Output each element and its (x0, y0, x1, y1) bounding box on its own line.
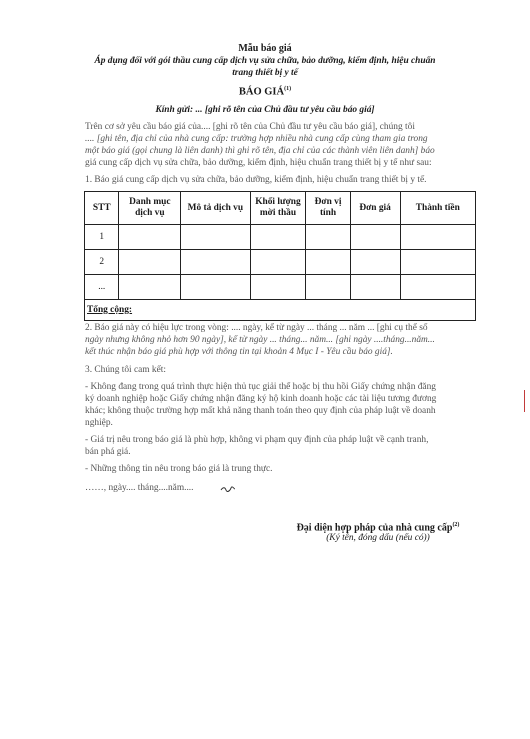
commit-1-line-3: khác; không thuộc trường hợp mất khả năng thanh toán theo quy định của pháp luật về doanh (85, 406, 436, 416)
apply-line-1: Áp dụng đối với gói thầu cung cấp dịch vụ sửa chữa, bảo dưỡng, kiểm định, hiệu chuẩn (94, 56, 436, 66)
quote-table (84, 191, 476, 321)
section-2-line-3: kết thúc nhận báo giá phù hợp với thông tin tại khoản 4 Mục I - Yêu cầu báo giá]. (85, 347, 393, 357)
table-cell (119, 250, 181, 275)
table-cell (306, 250, 350, 275)
section-2-line-2: ngày nhưng không nhỏ hơn 90 ngày], kể từ ngày ... tháng... năm... [ghi ngày ....tháng...năm... (85, 335, 435, 345)
table-cell (306, 225, 350, 250)
intro-line-4: giá cung cấp dịch vụ sửa chữa, bảo dưỡng, kiểm định, hiệu chuẩn trang thiết bị y tế như sau: (85, 158, 432, 168)
table-cell (181, 225, 250, 250)
row-number: 2 (85, 250, 119, 275)
commit-1-line-4: nghiệp. (85, 418, 113, 428)
signature-footnote: (2) (452, 522, 460, 528)
commit-3: - Những thông tin nêu trong báo giá là trung thực. (85, 464, 273, 474)
table-cell (400, 225, 475, 250)
col-service-description: Mô tả dịch vụ (181, 192, 250, 225)
doc-title (0, 83, 530, 99)
apply-line-2: trang thiết bị y tế (232, 68, 298, 78)
table-cell (306, 275, 350, 300)
table-cell (400, 250, 475, 275)
col-service-category: Danh mục dịch vụ (119, 192, 181, 225)
commit-1-line-2: ký doanh nghiệp hoặc Giấy chứng nhận đăng ký hộ kinh doanh hoặc các tài liệu tương đương (85, 394, 437, 404)
table-cell (350, 225, 400, 250)
col-quantity: Khối lượng mời thầu (250, 192, 306, 225)
col-amount: Thành tiền (400, 192, 475, 225)
table-cell (181, 275, 250, 300)
intro-line-1: Trên cơ sở yêu cầu báo giá của.... [ghi rõ tên của Chủ đầu tư yêu cầu báo giá], chúng tôi (85, 122, 415, 132)
row-number: ... (85, 275, 119, 300)
section-2-line-1: 2. Báo giá này có hiệu lực trong vòng: .... ngày, kể từ ngày ... tháng ... năm ... [ghi cụ thể số (85, 323, 428, 333)
table-total-row (85, 300, 476, 321)
col-unit: Đơn vị tính (306, 192, 350, 225)
intro-line-3: một báo giá (gọi chung là liên danh) thì ghi rõ tên, địa chỉ của các thành viên liên danh] báo (85, 146, 435, 156)
intro-line-2: .... [ghi tên, địa chỉ của nhà cung cấp: trường hợp nhiều nhà cung cấp cùng tham gia trong (85, 134, 428, 144)
table-cell (400, 275, 475, 300)
commit-2-line-2: bán phá giá. (85, 447, 131, 457)
doc-title-footnote: (1) (284, 86, 292, 92)
table-cell (119, 275, 181, 300)
table-cell (250, 250, 306, 275)
stamp-mark-icon (514, 390, 525, 412)
table-row (85, 275, 476, 300)
section-3-title: 3. Chúng tôi cam kết: (85, 365, 166, 375)
date-line: ……, ngày.... tháng....năm.... (85, 483, 194, 493)
section-1: 1. Báo giá cung cấp dịch vụ sửa chữa, bảo dưỡng, kiểm định, hiệu chuẩn trang thiết bị y tế. (85, 175, 427, 185)
commit-2-line-1: - Giá trị nêu trong báo giá là phù hợp, không vi phạm quy định của pháp luật về cạnh tranh, (85, 435, 429, 445)
doc-title-text: BÁO GIÁ (238, 86, 285, 98)
table-row (85, 225, 476, 250)
greeting: Kính gửi: ... [ghi rõ tên của Chủ đầu tư yêu cầu báo giá] (155, 105, 375, 115)
handwritten-mark (220, 486, 236, 492)
table-cell (181, 250, 250, 275)
table-cell (350, 275, 400, 300)
form-title: Mẫu báo giá (238, 43, 292, 54)
table-row (85, 250, 476, 275)
table-cell (350, 250, 400, 275)
commit-1-line-1: - Không đang trong quá trình thực hiện thủ tục giải thể hoặc bị thu hồi Giấy chứng nhận đăng (85, 382, 436, 392)
total-label: Tổng cộng: (85, 300, 476, 321)
signature-note: (Ký tên, đóng dấu (nếu có)) (326, 533, 430, 543)
table-cell (250, 225, 306, 250)
row-number: 1 (85, 225, 119, 250)
col-stt: STT (85, 192, 119, 225)
table-header-row (85, 192, 476, 225)
table-cell (250, 275, 306, 300)
signature-title-text: Đại diện hợp pháp của nhà cung cấp (296, 522, 453, 534)
table-cell (119, 225, 181, 250)
col-unit-price: Đơn giá (350, 192, 400, 225)
